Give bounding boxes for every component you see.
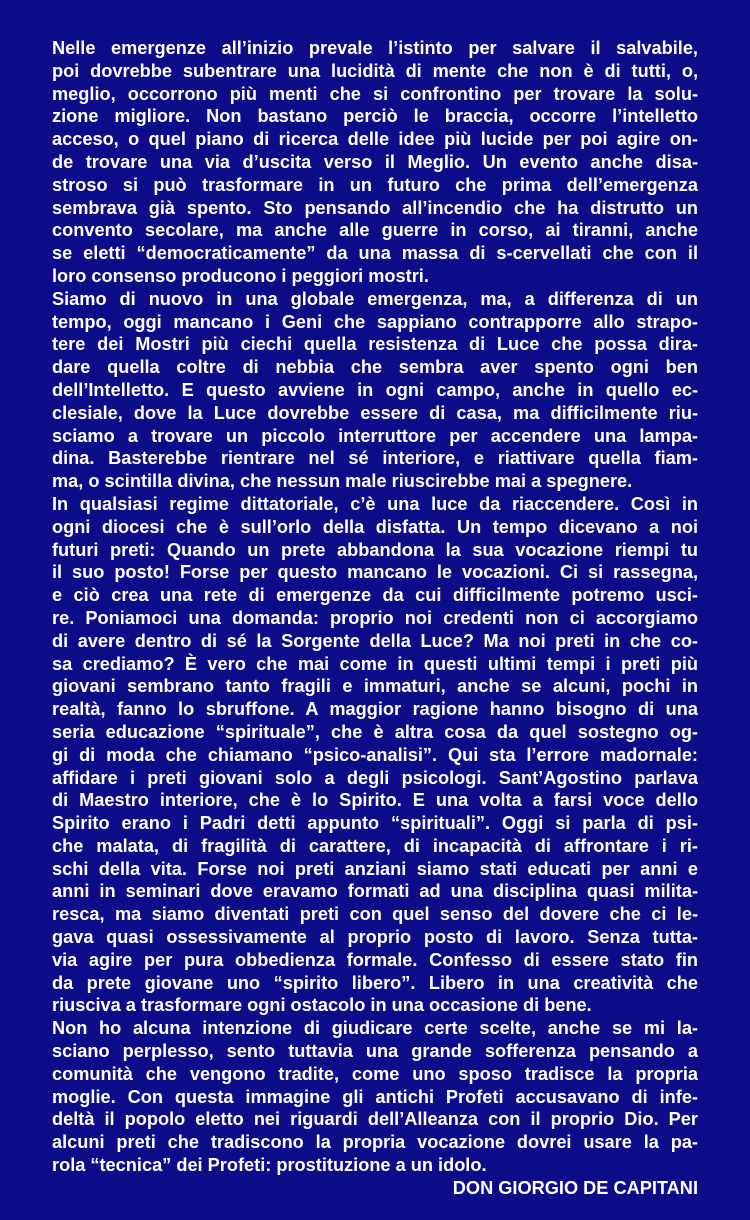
text-line: schi della vita. Forse noi preti anziani siamo stati educati per anni e xyxy=(52,858,698,879)
text-line: ma, o scintilla divina, che nessun male riuscirebbe mai a spegnere. xyxy=(52,471,633,492)
text-line: il suo posto! Forse per questo mancano le vocazioni. Ci si rassegna, xyxy=(52,562,698,583)
text-line: acceso, o quel piano di ricerca delle idee più lucide per poi agire on- xyxy=(52,129,698,150)
text-line: sembrava già spento. Sto pensando all’incendio che ha distrutto un xyxy=(52,197,698,218)
text-line: loro consenso producono i peggiori mostri. xyxy=(52,265,429,286)
text-line: realtà, fanno lo sbruffone. A maggior ragione hanno bisogno di una xyxy=(52,699,698,720)
text-line: dell’Intelletto. E questo avviene in ogni campo, anche in quello ec- xyxy=(52,379,698,400)
text-line: che malata, di fragilità di carattere, di incapacità di affrontare i ri- xyxy=(52,835,698,856)
text-line: via agire per pura obbedienza formale. Confesso di essere stato fin xyxy=(52,949,698,970)
text-line: meglio, occorrono più menti che si confrontino per trovare la solu- xyxy=(52,83,698,104)
text-line: ogni diocesi che è sull’orlo della disfatta. Un tempo dicevano a noi xyxy=(52,516,698,537)
text-line: tere dei Mostri più ciechi quella resistenza di Luce che possa dira- xyxy=(52,334,698,355)
text-line: futuri preti: Quando un prete abbandona la sua vocazione riempi tu xyxy=(52,539,698,560)
author-signature: DON GIORGIO DE CAPITANI xyxy=(452,1177,698,1198)
text-line: dare quella coltre di nebbia che sembra aver spento ogni ben xyxy=(52,357,698,378)
text-line: dina. Basterebbe rientrare nel sé interiore, e riattivare quella fiam- xyxy=(52,448,698,469)
text-line: sciamo a trovare un piccolo interruttore per accendere una lampa- xyxy=(52,425,698,446)
text-line: gava quasi ossessivamente al proprio posto di lavoro. Senza tutta- xyxy=(52,927,698,948)
text-line: Nelle emergenze all’inizio prevale l’istinto per salvare il salvabile, xyxy=(52,38,698,58)
text-line: Non ho alcuna intenzione di giudicare certe scelte, anche se mi la- xyxy=(52,1018,698,1039)
text-line: alcuni preti che tradiscono la propria vocazione dovrei usare la pa- xyxy=(52,1132,698,1153)
text-line: giovani sembrano tanto fragili e immaturi, anche se alcuni, pochi in xyxy=(52,676,698,697)
text-line: moglie. Con questa immagine gli antichi Profeti accusavano di infe- xyxy=(52,1086,698,1107)
text-line: stroso si può trasformare in un futuro che prima dell’emergenza xyxy=(52,174,698,195)
text-line: deltà il popolo eletto nei riguardi dell’Alleanza con il proprio Dio. Per xyxy=(52,1109,698,1130)
text-line: se eletti “democraticamente” da una massa di s-cervellati che con il xyxy=(52,243,698,264)
text-line: da prete giovane uno “spirito libero”. Libero in una creatività che xyxy=(52,972,698,993)
text-line: sa crediamo? È vero che mai come in questi ultimi tempi i preti più xyxy=(52,653,698,674)
text-line: convento secolare, ma anche alle guerre in corso, ai tiranni, anche xyxy=(52,220,698,241)
text-line: sciano perplesso, sento tuttavia una grande sofferenza pensando a xyxy=(52,1041,698,1062)
text-line: affidare i preti giovani solo a degli psicologi. Sant’Agostino parlava xyxy=(52,767,698,788)
text-line: de trovare una via d’uscita verso il Meglio. Un evento anche disa- xyxy=(52,151,698,172)
text-line: gi di moda che chiamano “psico-analisi”. Qui sta l’errore madornale: xyxy=(52,744,698,765)
text-line: di Maestro interiore, che è lo Spirito. E una volta a farsi voce dello xyxy=(52,790,698,811)
article-text xyxy=(52,37,698,1200)
text-line: resca, ma siamo diventati preti con quel senso del dovere che ci le- xyxy=(52,904,698,925)
text-line: tempo, oggi mancano i Geni che sappiano contrapporre allo strapo- xyxy=(52,311,698,332)
text-line: rola “tecnica” dei Profeti: prostituzione a un idolo. xyxy=(52,1155,487,1176)
text-line: comunità che vengono tradite, come uno sposo tradisce la propria xyxy=(52,1063,698,1084)
text-line: seria educazione “spirituale”, che è altra cosa da quel sostegno og- xyxy=(52,721,698,742)
text-line: re. Poniamoci una domanda: proprio noi credenti non ci accorgiamo xyxy=(52,607,698,628)
text-line: Siamo di nuovo in una globale emergenza, ma, a differenza di un xyxy=(52,288,698,309)
text-line: Spirito erano i Padri detti appunto “spirituali”. Oggi si parla di psi- xyxy=(52,813,698,834)
text-line: anni in seminari dove eravamo formati ad una disciplina quasi milita- xyxy=(52,881,698,902)
text-line: riusciva a trasformare ogni ostacolo in una occasione di bene. xyxy=(52,995,592,1016)
text-line: In qualsiasi regime dittatoriale, c’è una luce da riaccendere. Così in xyxy=(52,493,698,514)
text-line: e ciò crea una rete di emergenze da cui difficilmente potremo usci- xyxy=(52,585,698,606)
text-line: poi dovrebbe subentrare una lucidità di mente che non è di tutti, o, xyxy=(52,60,698,81)
text-line: clesiale, dove la Luce dovrebbe essere di casa, ma difficilmente riu- xyxy=(52,402,698,423)
text-line: zione migliore. Non bastano perciò le braccia, occorre l’intelletto xyxy=(52,106,698,127)
text-line: di avere dentro di sé la Sorgente della Luce? Ma noi preti in che co- xyxy=(52,630,698,651)
